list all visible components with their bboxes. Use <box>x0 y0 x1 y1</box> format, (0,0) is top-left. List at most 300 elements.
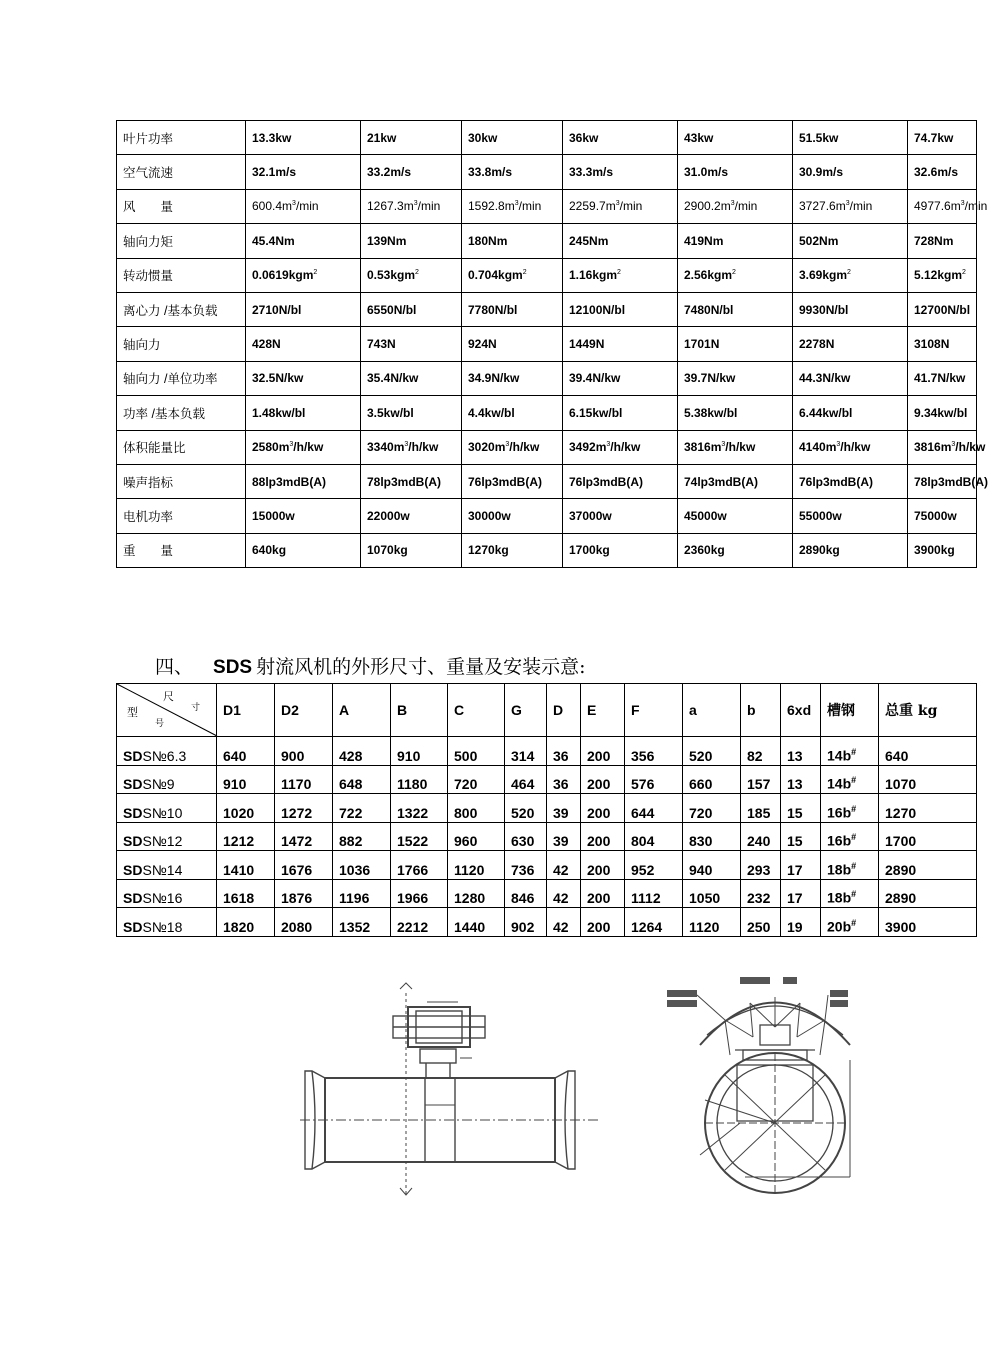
dimension-value: 736 <box>511 861 535 878</box>
performance-cell: 41.7N/kw <box>908 361 977 395</box>
dimension-value: 36 <box>553 776 569 792</box>
dimension-value: 240 <box>747 833 771 849</box>
dimension-cell <box>781 822 821 851</box>
performance-cell: 39.7N/kw <box>678 361 793 395</box>
performance-row-label: 空气流速 <box>117 155 246 189</box>
unit-superscript: 2 <box>962 269 966 277</box>
dimension-value: 200 <box>587 747 611 764</box>
dimension-cell <box>625 879 683 908</box>
dimension-cell <box>547 822 581 851</box>
performance-row <box>117 361 977 395</box>
dimension-cell <box>581 765 625 794</box>
dimension-table <box>116 683 977 937</box>
dimension-cell <box>275 908 333 937</box>
section-brand: SDS <box>213 657 253 678</box>
model-number: S№16 <box>142 890 183 906</box>
model-number: S№12 <box>142 833 183 849</box>
dimension-value: 882 <box>339 833 363 849</box>
dimension-value: 800 <box>454 804 478 821</box>
performance-cell: 3.69kgm$^2$ <box>793 258 908 292</box>
performance-cell: 728Nm <box>908 224 977 258</box>
channel-mark: # <box>851 917 857 928</box>
dimension-value: 39 <box>553 804 569 821</box>
dimension-header-cell: B <box>391 684 448 737</box>
dimension-header-cell: F <box>625 684 683 737</box>
performance-cell: 1701N <box>678 327 793 361</box>
performance-row-label: 重 量 <box>117 533 246 567</box>
performance-row <box>117 499 977 533</box>
dimension-cell <box>275 737 333 766</box>
dimension-cell <box>505 879 547 908</box>
dimension-cell <box>448 737 505 766</box>
dimension-cell <box>275 794 333 823</box>
dimension-value: 2890 <box>885 861 917 878</box>
dimension-cell <box>547 794 581 823</box>
dimension-value: 17 <box>787 861 803 878</box>
performance-cell: 4.4kw/bl <box>462 396 563 430</box>
dimension-cell <box>275 765 333 794</box>
performance-row-label: 轴向力 <box>117 327 246 361</box>
performance-cell: 743N <box>361 327 462 361</box>
unit-superscript: 2 <box>732 269 736 277</box>
performance-cell: 32.6m/s <box>908 155 977 189</box>
dimension-value: 200 <box>587 861 611 878</box>
corner-label-right: 寸 <box>191 703 201 713</box>
performance-row-label: 轴向力矩 <box>117 224 246 258</box>
model-prefix: SD <box>123 918 143 935</box>
dimension-value: 3900 <box>885 918 917 935</box>
dimension-cell <box>448 822 505 851</box>
fan-front-view-drawing <box>665 965 865 1190</box>
model-cell <box>117 908 217 937</box>
performance-table <box>116 120 988 568</box>
dimension-value: 644 <box>631 804 655 821</box>
dimension-value: 314 <box>511 747 535 764</box>
unit-superscript: 3 <box>289 441 294 449</box>
dimension-cell <box>391 879 448 908</box>
dimension-value: 846 <box>511 890 535 906</box>
dimension-cell <box>547 765 581 794</box>
dimension-cell <box>625 851 683 880</box>
dimension-value: 1280 <box>454 890 486 906</box>
model-number: S№10 <box>142 804 183 821</box>
performance-cell: 9930N/bl <box>793 292 908 326</box>
performance-row-label: 风 量 <box>117 189 246 223</box>
performance-cell: 7780N/bl <box>462 292 563 326</box>
dimension-value: 1322 <box>397 804 429 821</box>
performance-row-label: 轴向力 /单位功率 <box>117 361 246 395</box>
dimension-header-cell: A <box>333 684 391 737</box>
dimension-value: 82 <box>747 747 763 764</box>
dimension-value: 1272 <box>281 804 313 821</box>
dimension-value: 42 <box>553 918 569 935</box>
dimension-cell <box>391 737 448 766</box>
dimension-value: 250 <box>747 918 771 935</box>
model-prefix: SD <box>123 833 143 849</box>
dimension-cell <box>333 794 391 823</box>
performance-row <box>117 292 977 326</box>
dimension-cell <box>581 879 625 908</box>
unit-superscript: 3 <box>845 200 850 208</box>
performance-cell: $3816m^3/h/kw$ <box>908 430 977 464</box>
performance-cell: 88lp3mdB(A) <box>246 464 361 498</box>
model-number: S№6.3 <box>142 747 187 764</box>
dimension-cell <box>547 879 581 908</box>
performance-cell: 12100N/bl <box>563 292 678 326</box>
dimension-cell <box>821 851 879 880</box>
performance-cell: 6550N/bl <box>361 292 462 326</box>
dimension-value: 36 <box>553 747 569 764</box>
dimension-cell <box>391 822 448 851</box>
dimension-value: 910 <box>223 776 247 792</box>
dimension-value: 910 <box>397 747 421 764</box>
dimension-value: 18b <box>827 890 852 906</box>
unit-superscript: 3 <box>606 441 611 449</box>
dimension-value: 630 <box>511 833 535 849</box>
dimension-cell <box>741 765 781 794</box>
performance-cell: 30.9m/s <box>793 155 908 189</box>
performance-cell: 1700kg <box>563 533 678 567</box>
dimension-value: 1180 <box>397 776 428 792</box>
dimension-value: 1410 <box>223 861 255 878</box>
model-prefix: SD <box>123 804 143 821</box>
dimension-value: 14b <box>827 747 852 764</box>
performance-cell: 5.12kgm$^2$ <box>908 258 977 292</box>
dimension-value: 232 <box>747 890 771 906</box>
dimension-header-cell: b <box>741 684 781 737</box>
dimension-cell <box>505 794 547 823</box>
model-cell <box>117 737 217 766</box>
performance-cell: 21kw <box>361 121 462 155</box>
performance-cell: 1.48kw/bl <box>246 396 361 430</box>
dimension-value: 2212 <box>397 918 429 935</box>
performance-cell: 2890kg <box>793 533 908 567</box>
unit-superscript: 3 <box>505 441 510 449</box>
performance-cell: 35.4N/kw <box>361 361 462 395</box>
corner-label-top: 尺 <box>163 690 174 703</box>
model-cell <box>117 879 217 908</box>
model-prefix: SD <box>123 861 143 878</box>
unit-superscript: 2 <box>617 269 621 277</box>
performance-cell: 32.1m/s <box>246 155 361 189</box>
dimension-value: 1120 <box>689 918 720 935</box>
dimension-value: 42 <box>553 861 569 878</box>
performance-cell: $1592.8m^3/\min$ <box>462 189 563 223</box>
model-number: S№9 <box>142 776 175 792</box>
channel-mark: # <box>851 860 857 871</box>
dimension-value: 16b <box>827 804 852 821</box>
unit-superscript: 2 <box>313 269 318 277</box>
unit-superscript: 3 <box>960 200 965 208</box>
dimension-cell <box>217 794 275 823</box>
channel-mark: # <box>851 832 857 843</box>
dimension-value: 200 <box>587 918 611 935</box>
dimension-cell <box>505 851 547 880</box>
dimension-cell <box>391 794 448 823</box>
dimension-value: 185 <box>747 804 771 821</box>
performance-cell: 43kw <box>678 121 793 155</box>
performance-cell: 924N <box>462 327 563 361</box>
performance-cell: 502Nm <box>793 224 908 258</box>
dimension-value: 200 <box>587 833 611 849</box>
dimension-cell <box>879 765 977 794</box>
dimension-value: 940 <box>689 861 713 878</box>
performance-cell: 7480N/bl <box>678 292 793 326</box>
dimension-cell <box>448 908 505 937</box>
dimension-value: 520 <box>511 804 535 821</box>
dimension-value: 500 <box>454 747 478 764</box>
corner-label-bottom: 号 <box>155 719 165 729</box>
dimension-cell <box>625 908 683 937</box>
model-cell <box>117 851 217 880</box>
performance-row <box>117 464 977 498</box>
dimension-cell <box>333 822 391 851</box>
dimension-header-cell: D2 <box>275 684 333 737</box>
dimension-value: 1676 <box>281 861 313 878</box>
dimension-header-cell: 槽钢 <box>821 684 879 737</box>
performance-row <box>117 396 977 430</box>
dimension-cell <box>505 908 547 937</box>
performance-cell: 2.56kgm$^2$ <box>678 258 793 292</box>
dimension-cell <box>333 879 391 908</box>
dimension-value: 2890 <box>885 890 917 906</box>
unit-superscript: 3 <box>836 441 841 449</box>
dimension-cell <box>333 765 391 794</box>
dimension-cell <box>547 737 581 766</box>
performance-cell: 2710N/bl <box>246 292 361 326</box>
dimension-row <box>117 765 977 794</box>
performance-cell: 1270kg <box>462 533 563 567</box>
model-prefix: SD <box>123 890 143 906</box>
unit-superscript: 3 <box>615 200 620 208</box>
performance-cell: $4977.6m^3/\min$ <box>908 189 977 223</box>
dimension-cell <box>275 822 333 851</box>
dimension-value: 157 <box>747 776 771 792</box>
dimension-value: 39 <box>553 833 569 849</box>
performance-row <box>117 327 977 361</box>
dimension-cell <box>821 765 879 794</box>
dimension-row <box>117 879 977 908</box>
model-number: S№14 <box>142 861 183 878</box>
performance-row-label: 电机功率 <box>117 499 246 533</box>
performance-cell: 180Nm <box>462 224 563 258</box>
dimension-value: 1264 <box>631 918 663 935</box>
performance-cell: 245Nm <box>563 224 678 258</box>
dimension-value: 1036 <box>339 861 371 878</box>
dimension-cell <box>879 851 977 880</box>
dimension-table-body <box>117 684 977 937</box>
dimension-cell <box>448 879 505 908</box>
dimension-value: 1876 <box>281 890 313 906</box>
dimension-value: 1766 <box>397 861 429 878</box>
dimension-value: 16b <box>827 833 852 849</box>
performance-cell: 30000w <box>462 499 563 533</box>
performance-cell: 3108N <box>908 327 977 361</box>
dimension-cell <box>547 908 581 937</box>
dimension-table-header-row <box>117 684 977 737</box>
performance-cell: 30kw <box>462 121 563 155</box>
performance-cell: 76lp3mdB(A) <box>462 464 563 498</box>
dimension-value: 576 <box>631 776 655 792</box>
dimension-value: 1070 <box>885 776 917 792</box>
dimension-cell <box>581 737 625 766</box>
performance-cell: 44.3N/kw <box>793 361 908 395</box>
dimension-value: 428 <box>339 747 363 764</box>
performance-cell: 2278N <box>793 327 908 361</box>
dimension-cell <box>581 908 625 937</box>
unit-superscript: 3 <box>514 200 519 208</box>
dimension-cell <box>821 794 879 823</box>
performance-cell: 1449N <box>563 327 678 361</box>
model-cell <box>117 765 217 794</box>
dimension-value: 720 <box>454 776 478 792</box>
dimension-cell <box>683 851 741 880</box>
channel-mark: # <box>851 746 857 757</box>
performance-row <box>117 224 977 258</box>
dimension-header-cell: E <box>581 684 625 737</box>
performance-cell: $3492m^3/h/kw$ <box>563 430 678 464</box>
dimension-cell <box>741 851 781 880</box>
dimension-row <box>117 908 977 937</box>
dimension-cell <box>683 737 741 766</box>
performance-row-label: 体积能量比 <box>117 430 246 464</box>
dimension-row <box>117 794 977 823</box>
dimension-cell <box>741 737 781 766</box>
dimension-value: 2080 <box>281 918 313 935</box>
dimension-value: 902 <box>511 918 535 935</box>
dimension-header-cell: D <box>547 684 581 737</box>
dimension-cell <box>781 765 821 794</box>
dimension-cell <box>821 737 879 766</box>
performance-cell: 12700N/bl <box>908 292 977 326</box>
performance-row-label: 离心力 /基本负载 <box>117 292 246 326</box>
dimension-cell <box>879 879 977 908</box>
performance-row <box>117 430 977 464</box>
performance-row-label: 噪声指标 <box>117 464 246 498</box>
dimension-cell <box>448 765 505 794</box>
dimension-value: 1440 <box>454 918 486 935</box>
performance-row-label: 叶片功率 <box>117 121 246 155</box>
performance-cell: 1.16kgm$^2$ <box>563 258 678 292</box>
dimension-value: 13 <box>787 776 803 792</box>
dimension-cell <box>781 851 821 880</box>
dimension-value: 648 <box>339 776 363 792</box>
dimension-cell <box>741 822 781 851</box>
performance-cell: 78lp3mdB(A) <box>908 464 977 498</box>
dimension-cell <box>581 822 625 851</box>
dimension-cell <box>741 879 781 908</box>
unit-superscript: 3 <box>721 441 726 449</box>
performance-cell: 33.8m/s <box>462 155 563 189</box>
unit-superscript: 3 <box>292 200 296 208</box>
corner-diagonal-cell <box>117 684 217 737</box>
performance-cell: 78lp3mdB(A) <box>361 464 462 498</box>
dimension-cell <box>821 908 879 937</box>
dimension-value: 720 <box>689 804 713 821</box>
dimension-value: 1966 <box>397 890 429 906</box>
performance-cell: 3900kg <box>908 533 977 567</box>
dimension-cell <box>741 908 781 937</box>
dimension-value: 356 <box>631 747 655 764</box>
dimension-cell <box>741 794 781 823</box>
performance-row <box>117 258 977 292</box>
dimension-cell <box>781 737 821 766</box>
dimension-value: 1170 <box>281 776 312 792</box>
performance-cell: 6.44kw/bl <box>793 396 908 430</box>
dimension-value: 660 <box>689 776 713 792</box>
dimension-cell <box>625 737 683 766</box>
performance-cell: $3816m^3/h/kw$ <box>678 430 793 464</box>
dimension-cell <box>879 822 977 851</box>
dimension-cell <box>581 794 625 823</box>
performance-cell: 13.3kw <box>246 121 361 155</box>
dimension-cell <box>821 822 879 851</box>
dimension-value: 1270 <box>885 804 917 821</box>
dimension-cell <box>275 851 333 880</box>
performance-cell: 76lp3mdB(A) <box>563 464 678 498</box>
performance-cell: 9.34kw/bl <box>908 396 977 430</box>
dimension-value: 1820 <box>223 918 255 935</box>
dimension-cell <box>781 908 821 937</box>
dimension-cell <box>781 794 821 823</box>
corner-label-left: 型 <box>127 706 138 719</box>
dimension-value: 1472 <box>281 833 313 849</box>
dimension-header-cell: G <box>505 684 547 737</box>
dimension-cell <box>333 737 391 766</box>
performance-row <box>117 189 977 223</box>
performance-cell: 36kw <box>563 121 678 155</box>
performance-cell: 15000w <box>246 499 361 533</box>
performance-cell: 33.3m/s <box>563 155 678 189</box>
fan-side-view-drawing <box>300 983 600 1198</box>
dimension-value: 18b <box>827 861 852 878</box>
performance-cell: 640kg <box>246 533 361 567</box>
performance-row <box>117 533 977 567</box>
performance-cell: 32.5N/kw <box>246 361 361 395</box>
dimension-cell <box>683 765 741 794</box>
dimension-row <box>117 851 977 880</box>
dimension-value: 520 <box>689 747 713 764</box>
dimension-value: 1352 <box>339 918 371 935</box>
performance-cell: 37000w <box>563 499 678 533</box>
performance-cell: 2360kg <box>678 533 793 567</box>
model-prefix: SD <box>123 776 143 792</box>
dimension-value: 1050 <box>689 890 721 906</box>
performance-cell: $1267.3m^3/\min$ <box>361 189 462 223</box>
dimension-header-cell: D1 <box>217 684 275 737</box>
dimension-cell <box>505 822 547 851</box>
dimension-cell <box>547 851 581 880</box>
dimension-cell <box>505 765 547 794</box>
dimension-value: 293 <box>747 861 771 878</box>
dimension-value: 1212 <box>223 833 255 849</box>
dimension-value: 15 <box>787 833 803 849</box>
performance-cell: 34.9N/kw <box>462 361 563 395</box>
performance-cell: 45.4Nm <box>246 224 361 258</box>
unit-superscript: 2 <box>522 269 527 277</box>
dimension-row <box>117 822 977 851</box>
dimension-row <box>117 737 977 766</box>
model-prefix: SD <box>123 747 143 764</box>
dimension-cell <box>333 851 391 880</box>
performance-cell: 0.0619kgm$^2$ <box>246 258 361 292</box>
dimension-value: 1020 <box>223 804 255 821</box>
performance-cell: 76lp3mdB(A) <box>793 464 908 498</box>
dimension-value: 200 <box>587 804 611 821</box>
performance-cell: 39.4N/kw <box>563 361 678 395</box>
performance-cell: 3.5kw/bl <box>361 396 462 430</box>
dimension-cell <box>625 794 683 823</box>
